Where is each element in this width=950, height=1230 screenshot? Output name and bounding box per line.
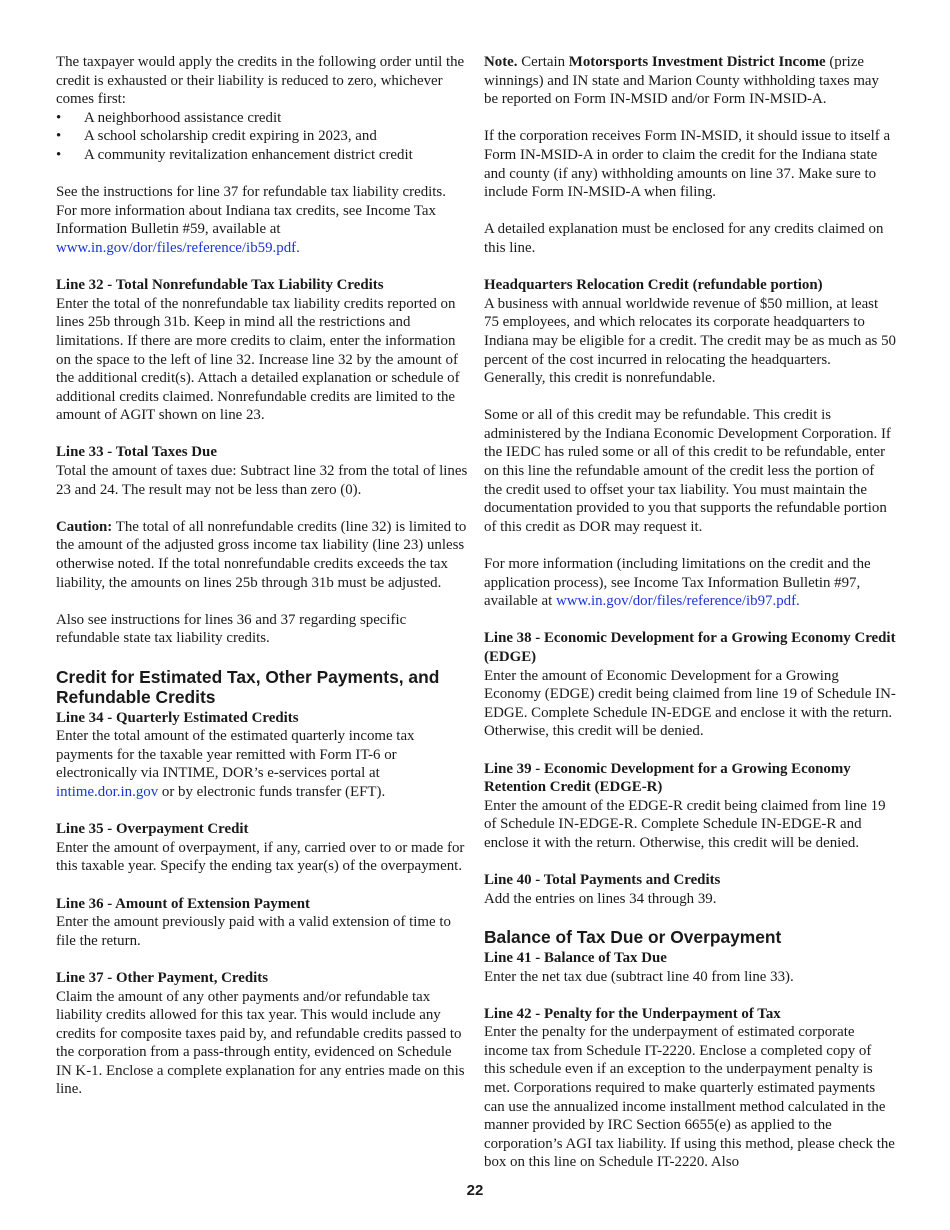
line40-section	[484, 871, 896, 908]
line39-body: Enter the amount of the EDGE-R credit being claimed from line 19 of Schedule IN-EDGE-R. Complete Schedule IN-EDGE-R and enclose it with the return. Otherwise, this credit will be denied.	[484, 797, 886, 851]
line36-body: Enter the amount previously paid with a valid extension of time to file the return.	[56, 914, 451, 949]
line33-section	[56, 443, 468, 499]
line41-heading: Line 41 - Balance of Tax Due	[484, 949, 667, 966]
line40-body: Add the entries on lines 34 through 39.	[484, 890, 717, 907]
line42-heading: Line 42 - Penalty for the Underpayment of Tax	[484, 1005, 781, 1022]
line42-section	[484, 1005, 896, 1172]
line38-body: Enter the amount of Economic Development for a Growing Economy (EDGE) credit being claimed from line 19 of Schedule IN-EDGE. Complete Schedule IN-EDGE and enclose it with the return. Otherwise, this credit will be denied.	[484, 667, 896, 740]
ib59-link[interactable]: www.in.gov/dor/files/reference/ib59.pdf.	[56, 239, 300, 256]
section-title-balance: Balance of Tax Due or Overpayment	[484, 926, 782, 947]
line34-heading: Line 34 - Quarterly Estimated Credits	[56, 709, 299, 726]
line33-heading: Line 33 - Total Taxes Due	[56, 444, 217, 461]
line35-body: Enter the amount of overpayment, if any, carried over to or made for this taxable year. Specify the ending tax year(s) of the overpayment.	[56, 839, 465, 875]
line39-heading: Line 39 - Economic Development for a Growing Economy Retention Credit (EDGE-R)	[484, 760, 851, 796]
line39-section	[484, 760, 896, 853]
line38-section	[484, 629, 896, 741]
line36-section	[56, 895, 468, 951]
section-title-credits: Credit for Estimated Tax, Other Payments, and Refundable Credits	[56, 666, 440, 707]
more-info-paragraph: For more information (including limitations on the credit and the application process), see Income Tax Information Bulletin #97, available at www.in.gov/dor/files/reference/ib97.pdf.	[484, 556, 871, 610]
line33-body: Total the amount of taxes due: Subtract line 32 from the total of lines 23 and 24. The result may not be less than zero (0).	[56, 463, 468, 498]
hq-heading: Headquarters Relocation Credit (refundable portion)	[484, 277, 823, 294]
line32-heading: Line 32 - Total Nonrefundable Tax Liability Credits	[56, 277, 384, 294]
detailed-paragraph: A detailed explanation must be enclosed for any credits claimed on this line.	[484, 221, 884, 256]
see-instructions-paragraph: See the instructions for line 37 for refundable tax liability credits. For more information about Indiana tax credits, see Income Tax Information Bulletin #59, available at www.in.gov/dor/files/reference/ib59.pdf.	[56, 184, 446, 256]
line42-body: Enter the penalty for the underpayment of estimated corporate income tax from Schedule IT-2220. Enclose a completed copy of this schedule even if an exception to the underpayment penalty is met. Corporations required to make quarterly estimated payments can use the annualized income installment method calculated in the manner provided by IRC Section 6655(e) as applied to the corporation’s AGI tax liability. If using this method, please check the box on this line on Schedule IT-2220. Also	[484, 1024, 895, 1171]
note-label: Note.	[484, 54, 518, 70]
list-item: • A community revitalization enhancement district credit	[56, 146, 468, 165]
line37-body: Claim the amount of any other payments and/or refundable tax liability credits allowed for this tax year. This would include any credits for composite taxes paid by, and refundable credits passed to the corporation from a pass-through entity, evidenced on Schedule IN K-1. Enclose a complete explanation for any entries made on this line.	[56, 988, 465, 1098]
line41-section	[484, 949, 896, 986]
caution-label: Caution:	[56, 518, 113, 535]
line38-heading: Line 38 - Economic Development for a Growing Economy Credit (EDGE)	[484, 630, 896, 665]
line35-section	[56, 820, 468, 876]
caution-paragraph: Caution: The total of all nonrefundable credits (line 32) is limited to the amount of the adjusted gross income tax liability (line 23) unless otherwise noted. If the total nonrefundable credits exceeds the tax liability, the amounts on lines 25b through 31b must be adjusted.	[56, 518, 467, 591]
line35-heading: Line 35 - Overpayment Credit	[56, 821, 249, 838]
line32-body: Enter the total of the nonrefundable tax liability credits reported on lines 25b through 31b. Keep in mind all the restrictions and limitations. If there are more credits to claim, enter the information on the space to the left of line 32. Increase line 32 by the amount of the additional credit(s). Attach a detailed explanation or schedule of additional credits claimed. Nonrefundable credits are limited to the amount of AGIT shown on line 23.	[56, 295, 460, 424]
list-item: • A neighborhood assistance credit	[56, 109, 468, 128]
hq-section	[484, 276, 896, 388]
ib97-link[interactable]: www.in.gov/dor/files/reference/ib97.pdf.	[555, 593, 800, 610]
refundable-paragraph: Some or all of this credit may be refundable. This credit is administered by the Indiana Economic Development Corporation. If the IEDC has ruled some or all of this credit to be refundable, enter on this line the refundable amount of the credit less the portion of the credit used to offset your tax liability. You must maintain the documentation provided to you that supports the refundable portion of this credit as DOR may request it.	[484, 407, 891, 535]
intime-link[interactable]: intime.dor.in.gov	[56, 783, 159, 800]
left-column	[56, 53, 468, 1118]
line37-section	[56, 969, 468, 1099]
msid-paragraph: If the corporation receives Form IN-MSID, it should issue to itself a Form IN-MSID-A in order to claim the credit for the Indiana state and county (if any) withholding amounts on line 37. Make sure to include Form IN-MSID-A when filing.	[484, 128, 891, 201]
right-column	[484, 53, 896, 1191]
line40-heading: Line 40 - Total Payments and Credits	[484, 872, 721, 889]
intro-paragraph: The taxpayer would apply the credits in the following order until the credit is exhausted or their liability is reduced to zero, whichever comes first:	[56, 54, 465, 108]
line41-body: Enter the net tax due (subtract line 40 from line 33).	[484, 968, 794, 985]
line37-heading: Line 37 - Other Payment, Credits	[56, 969, 269, 986]
line32-section	[56, 276, 468, 425]
hq-body: A business with annual worldwide revenue of $50 million, at least 75 employees, and which relocates its corporate headquarters to Indiana may be eligible for a credit. The credit may be as much as 50 percent of the cost incurred in relocating the headquarters. Generally, this credit is nonrefundable.	[484, 295, 896, 387]
list-item: • A school scholarship credit expiring in 2023, and	[56, 127, 468, 146]
page-number: 22	[466, 1182, 484, 1199]
also-see-paragraph: Also see instructions for lines 36 and 37 regarding specific refundable state tax liability credits.	[56, 611, 407, 647]
credit-order-list	[56, 109, 468, 165]
line36-heading: Line 36 - Amount of Extension Payment	[56, 895, 310, 912]
line34-section: Line 34 - Quarterly Estimated Credits Enter the total amount of the estimated quarterly income tax payments for the taxable year remitted with Form IT-6 or electronically via INTIME, DOR’s e-services portal at intime.dor.in.gov or by electronic funds transfer (EFT).	[56, 709, 468, 802]
note-paragraph: Note. Certain Motorsports Investment District Income (prize winnings) and IN state and Marion County withholding taxes may be reported on Form IN-MSID and/or Form IN-MSID-A.	[484, 54, 879, 108]
